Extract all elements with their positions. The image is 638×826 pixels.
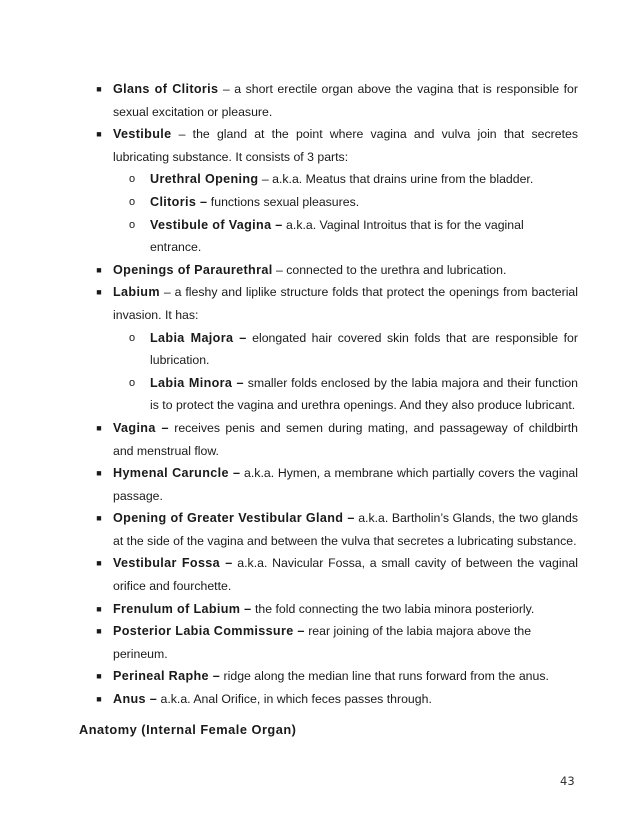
definition: receives penis and semen during mating, and passageway of childbirth and menstrual flow.	[113, 420, 578, 458]
circle-bullet-icon: o	[128, 173, 136, 186]
list-item	[96, 665, 578, 688]
square-bullet-icon: ■	[96, 694, 102, 705]
list-item	[96, 417, 578, 462]
definition: elongated hair covered skin folds that are responsible for lubrication.	[150, 330, 578, 368]
definition: ridge along the median line that runs forward from the anus.	[220, 669, 549, 684]
square-bullet-icon: ■	[96, 264, 102, 275]
square-bullet-icon: ■	[96, 603, 102, 614]
term: Hymenal Caruncle –	[113, 466, 241, 481]
term: Labia Majora –	[150, 330, 247, 345]
list-item	[96, 281, 578, 326]
circle-bullet-icon: o	[128, 195, 136, 208]
section-heading: Anatomy (Internal Female Organ)	[79, 722, 297, 737]
definition: – a fleshy and liplike structure folds that protect the openings from bacterial invasion. It has:	[113, 285, 578, 322]
term: Opening of Greater Vestibular Gland –	[113, 511, 355, 526]
list-item	[96, 123, 578, 168]
sub-list-item	[128, 191, 578, 214]
term: Openings of Paraurethral	[113, 262, 273, 277]
term: Frenulum of Labium –	[113, 601, 252, 616]
sub-list-item	[128, 372, 578, 417]
list-item	[96, 462, 578, 507]
term: Posterior Labia Commissure –	[113, 624, 305, 639]
definition: a.k.a. Navicular Fossa, a small cavity of between the vaginal orifice and fourchette.	[113, 556, 578, 594]
term: Labium	[113, 285, 160, 300]
term: Perineal Raphe –	[113, 669, 221, 684]
definition: a.k.a. Vaginal Introitus that is for the vaginal entrance.	[150, 217, 524, 255]
list-item	[96, 552, 578, 597]
definition: functions sexual pleasures.	[207, 194, 360, 209]
sub-list-item	[128, 327, 578, 372]
list-item	[96, 688, 578, 711]
definition: a.k.a. Anal Orifice, in which feces passes through.	[157, 692, 432, 707]
definition: – a.k.a. Meatus that drains urine from the bladder.	[258, 172, 534, 187]
circle-bullet-icon: o	[128, 331, 136, 344]
list-item	[96, 620, 578, 665]
square-bullet-icon: ■	[96, 422, 102, 433]
list-item	[96, 259, 578, 282]
definition: a.k.a. Bartholin’s Glands, the two glands at the side of the vagina and between the vulva that secretes a lubricating substance.	[113, 511, 578, 548]
page-number: 43	[560, 774, 575, 788]
definition: rear joining of the labia majora above the perineum.	[113, 624, 532, 661]
definition: – a short erectile organ above the vagina that is responsible for sexual excitation or pleasure.	[113, 82, 578, 119]
square-bullet-icon: ■	[96, 129, 102, 140]
list-item	[96, 507, 578, 552]
term: Urethral Opening	[150, 172, 259, 187]
term: Vestibular Fossa –	[113, 556, 233, 571]
sub-list-item	[128, 214, 578, 259]
square-bullet-icon: ■	[96, 84, 102, 94]
term: Vagina –	[113, 420, 169, 435]
circle-bullet-icon: o	[128, 218, 136, 231]
sub-list-item	[128, 168, 578, 191]
term: Vestibule of Vagina –	[150, 217, 283, 232]
definition: the fold connecting the two labia minora posteriorly.	[251, 601, 535, 616]
square-bullet-icon: ■	[96, 287, 102, 298]
definition-list	[0, 78, 638, 711]
list-item	[96, 598, 578, 621]
square-bullet-icon: ■	[96, 671, 102, 682]
term: Glans of Clitoris	[113, 82, 219, 96]
definition: – connected to the urethra and lubrication.	[272, 262, 507, 277]
list-item	[96, 78, 578, 123]
term: Labia Minora –	[150, 375, 244, 390]
square-bullet-icon: ■	[96, 626, 102, 637]
term: Anus –	[113, 692, 158, 707]
definition: – the gland at the point where vagina and vulva join that secretes lubricating substance. It consists of 3 parts:	[113, 127, 578, 164]
square-bullet-icon: ■	[96, 558, 102, 569]
circle-bullet-icon: o	[128, 376, 136, 389]
term: Clitoris –	[150, 194, 208, 209]
term: Vestibule	[113, 127, 172, 142]
square-bullet-icon: ■	[96, 468, 102, 479]
definition: smaller folds enclosed by the labia majora and their function is to protect the vagina and urethra openings. And they also produce lubricant.	[150, 375, 578, 413]
square-bullet-icon: ■	[96, 513, 102, 524]
definition: a.k.a. Hymen, a membrane which partially covers the vaginal passage.	[113, 466, 578, 503]
